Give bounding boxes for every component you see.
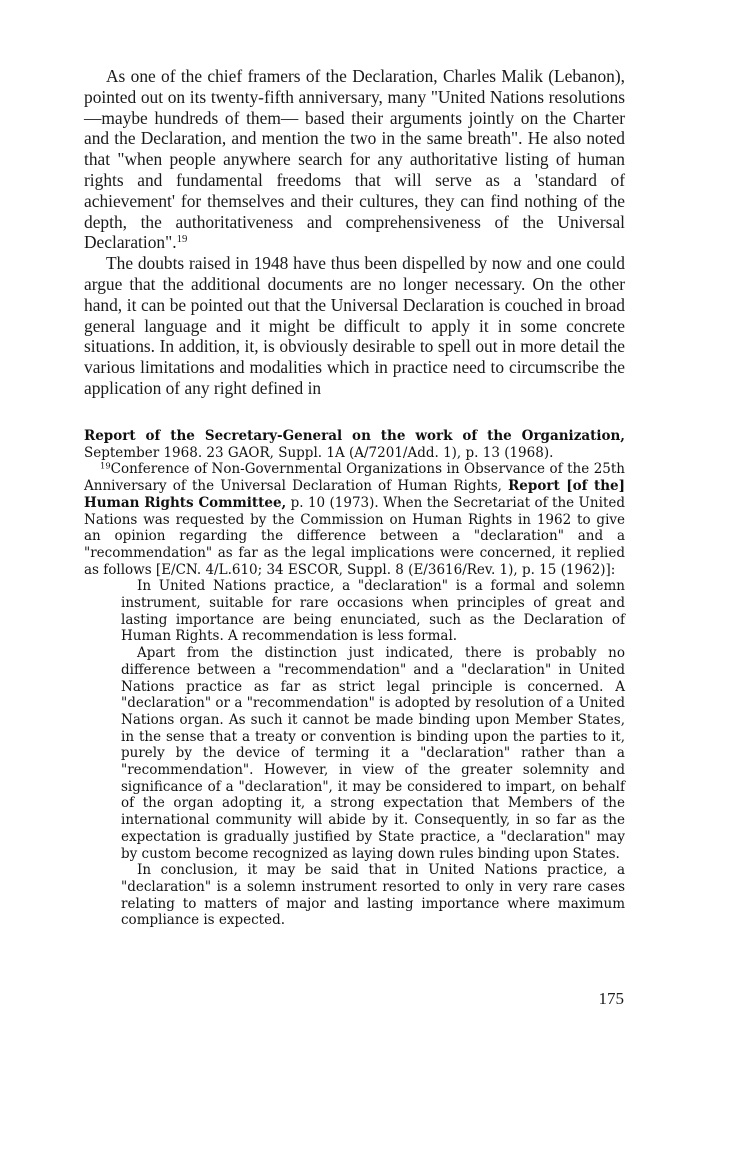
footnote-title: Report of the Secretary-General on the work of the Organization, <box>84 428 625 444</box>
footnote-text: Conference of Non-Governmental Organizations in Observance of the 25th Anniversary of the Universal Declaration of Human Rights, <box>84 461 625 495</box>
footnote-citation: September 1968. 23 GAOR, Suppl. 1A (A/7201/Add. 1), p. 13 (1968). <box>84 444 554 461</box>
quote-paragraph: In United Nations practice, a "declaration" is a formal and solemn instrument, suitable for rare occasions when principles of great and lasting importance are being enunciated, such as the Declaration of Human Rights. A recommendation is less formal. <box>121 578 625 645</box>
footnote-continued <box>84 428 625 461</box>
footnotes <box>84 428 625 929</box>
paragraph-doubts: The doubts raised in 1948 have thus been dispelled by now and one could argue that the additional documents are no longer necessary. On the other hand, it can be pointed out that the Universal Declaration is couched in broad general language and it might be difficult to apply it in some concrete situations. In addition, it, is obviously desirable to spell out in more detail the various limitations and modalities which in practice need to circumscribe the application of any right defined in <box>84 253 625 398</box>
main-text <box>84 66 625 399</box>
footnote-number: 19 <box>100 460 111 471</box>
footnote-19 <box>84 461 625 578</box>
paragraph-malik <box>84 66 625 253</box>
footnote-ref: 19 <box>176 233 188 246</box>
quote-paragraph: In conclusion, it may be said that in United Nations practice, a "declaration" is a solemn instrument resorted to only in very rare cases relating to matters of major and lasting importance where maximum compliance is expected. <box>121 862 625 929</box>
block-quote <box>121 578 625 929</box>
footnote-title: Report [of the] Human Rights Committee, <box>84 478 625 511</box>
quote-paragraph: Apart from the distinction just indicated, there is probably no difference between a "recommendation" and a "declaration" in United Nations practice as far as strict legal principle is concerned. A "declaration" or a "recommendation" is adopted by resolution of a United Nations organ. As such it cannot be made binding upon Member States, in the sense that a treaty or convention is binding upon the parties to it, purely by the device of terming it a "declaration" rather than a "recommendation". However, in view of the greater solemnity and significance of a "declaration", it may be considered to impart, on behalf of the organ adopting it, a strong expectation that Members of the international community will abide by it. Consequently, in so far as the expectation is gradually justified by State practice, a "declaration" may by custom become recognized as laying down rules binding upon States. <box>121 645 625 862</box>
paragraph-text: As one of the chief framers of the Declaration, Charles Malik (Lebanon), pointed out on its twenty-fifth anniversary, many "United Nations resolutions —maybe hundreds of them— based their arguments jointly on the Charter and the Declaration, and mention the two in the same breath". He also noted that "when people anywhere search for any authoritative listing of human rights and fundamental freedoms that will serve as a 'standard of achievement' for themselves and their cultures, they can find nothing of the depth, the authoritativeness and comprehensiveness of the Universal Declaration". <box>84 66 625 253</box>
footnote-text: p. 10 (1973). When the Secretariat of the United Nations was requested by the Commission on Human Rights in 1962 to give an opinion regarding the difference between a "declaration" and a "recommendation" as far as the legal implications were concerned, it replied as follows [E/CN. 4/L.610; 34 ESCOR, Suppl. 8 (E/3616/Rev. 1), p. 15 (1962)]: <box>84 494 625 578</box>
page-number: 175 <box>598 989 624 1008</box>
